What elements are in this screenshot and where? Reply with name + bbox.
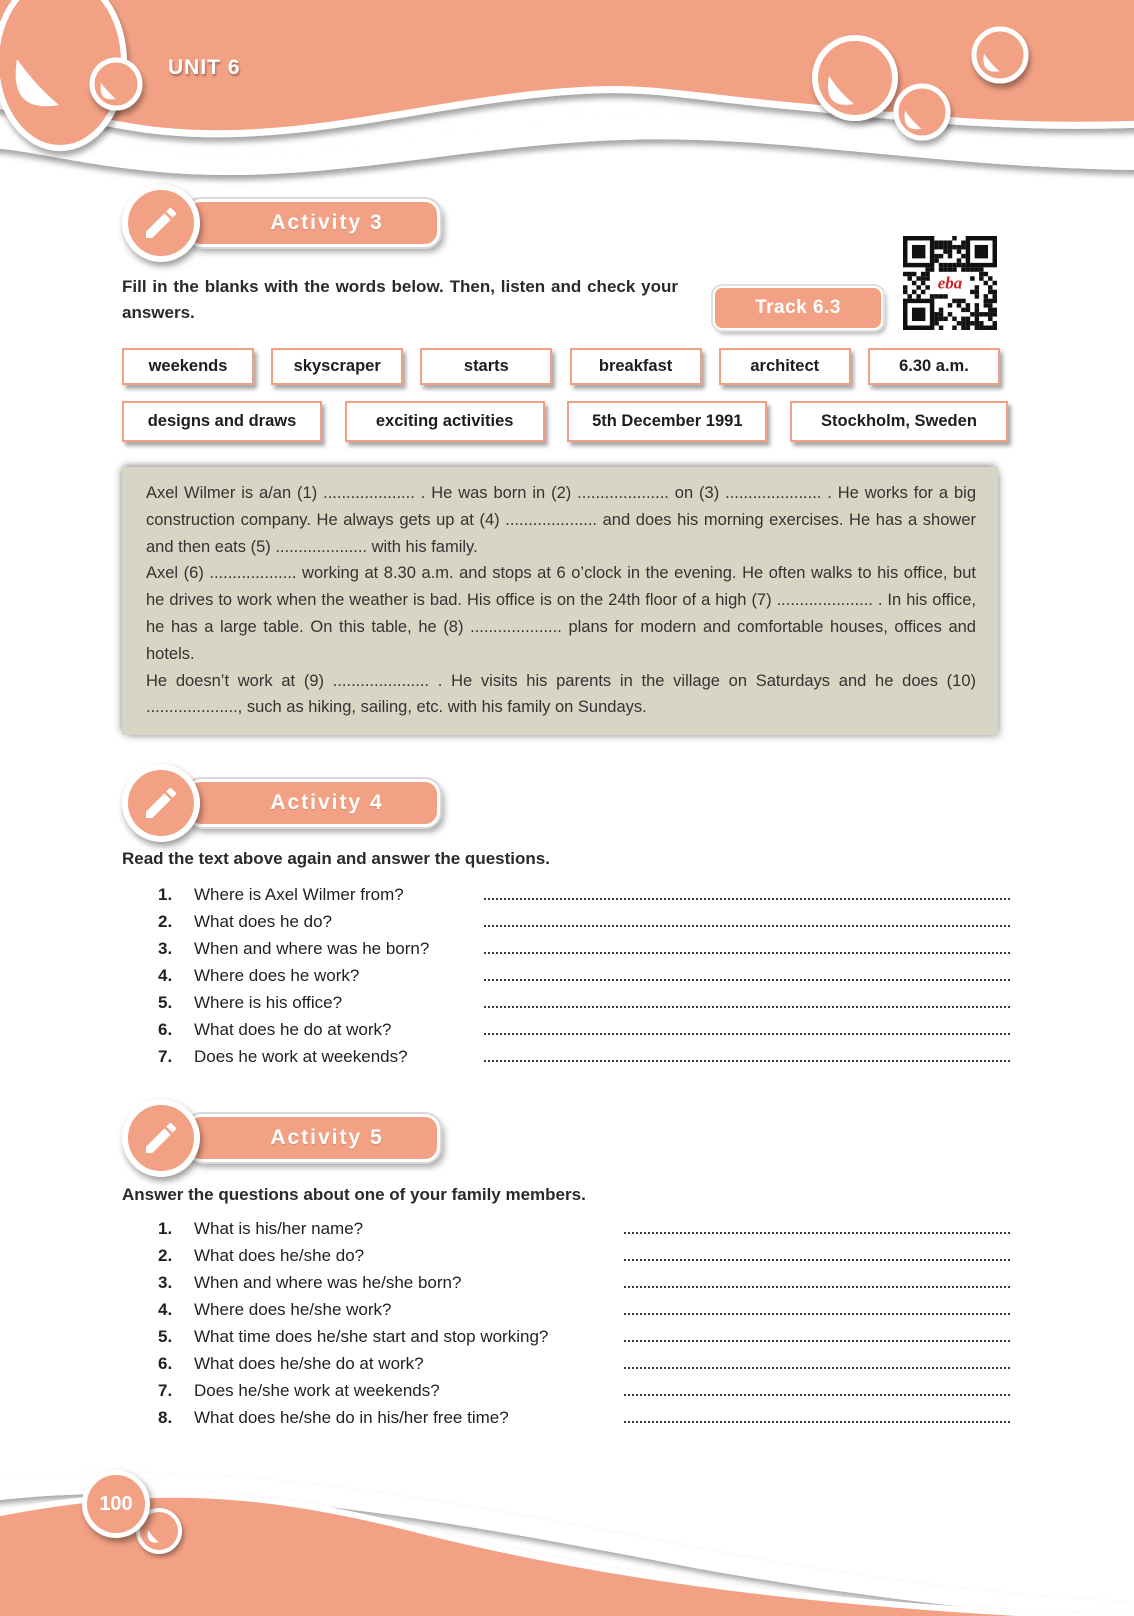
question-text: When and where was he born? [194,939,430,958]
question-number: 2. [158,912,173,931]
activity4-badge-label: Activity 4 [270,791,384,814]
question-row [140,1040,1010,1067]
question-text: Where is Axel Wilmer from? [194,885,404,904]
question-number: 7. [158,1381,173,1400]
word-bank-row-1 [122,348,1000,385]
word-bank-item: starts [420,348,552,385]
activity4-instruction: Read the text above again and answer the questions. [122,849,550,868]
activity5-badge-pill [186,1114,440,1162]
question-text: What does he do at work? [194,1020,392,1039]
answer-blank-line[interactable] [484,1060,1010,1062]
pencil-icon [122,184,200,262]
page-number: 100 [99,1492,133,1515]
word-bank-item: skyscraper [271,348,403,385]
activity3-badge [122,184,442,266]
track-button-label: Track 6.3 [755,297,841,318]
activity3-badge-pill [186,199,440,247]
question-row [140,1239,1010,1266]
activity5-badge-label: Activity 5 [270,1126,384,1149]
track-button[interactable] [713,286,883,330]
question-text: Where does he work? [194,966,360,985]
question-row [140,905,1010,932]
answer-blank-line[interactable] [484,898,1010,900]
activity4-badge-pill [186,779,440,827]
question-text: What does he/she do? [194,1246,365,1265]
answer-blank-line[interactable] [624,1259,1010,1261]
question-number: 8. [158,1408,173,1427]
page-number-badge [82,1470,150,1538]
word-bank-item: breakfast [570,348,702,385]
passage-paragraph: He doesn’t work at (9) ..................... . He visits his parents in the village on Saturdays and he does (10) ...................., such as hiking, sailing, etc. with his family on Sundays. [146,671,976,717]
question-number: 6. [158,1020,173,1039]
word-bank-item: architect [719,348,851,385]
activity4-badge [122,764,442,846]
question-number: 7. [158,1047,173,1066]
word-bank-item: 6.30 a.m. [868,348,1000,385]
answer-blank-line[interactable] [624,1340,1010,1342]
answer-blank-line[interactable] [624,1286,1010,1288]
reading-passage [122,467,998,735]
question-number: 4. [158,966,173,985]
question-text: Does he work at weekends? [194,1047,408,1066]
word-bank-item: exciting activities [345,401,545,442]
activity5-question-list [140,1212,1010,1428]
question-row [140,959,1010,986]
qr-eba-logo: eba [935,275,966,292]
question-row [140,1374,1010,1401]
word-bank-row-2 [122,401,1008,442]
answer-blank-line[interactable] [484,925,1010,927]
question-row [140,1013,1010,1040]
question-row [140,1266,1010,1293]
question-row [140,1347,1010,1374]
word-bank-item: 5th December 1991 [567,401,767,442]
question-number: 3. [158,1273,173,1292]
question-number: 3. [158,939,173,958]
answer-blank-line[interactable] [624,1394,1010,1396]
answer-blank-line[interactable] [624,1367,1010,1369]
question-text: What is his/her name? [194,1219,364,1238]
passage-paragraph: Axel (6) ................... working at 8.30 a.m. and stops at 6 o’clock in the evening. He often walks to his office, but he drives to work when the weather is bad. His office is on the 24th floor of a high (7) ..................... . In his office, he has a large table. On this table, he (8) .................... plans for modern and comfortable houses, offices and hotels. [146,564,976,663]
word-bank-item: Stockholm, Sweden [790,401,1008,442]
activity3-badge-label: Activity 3 [270,211,384,234]
question-text: What does he/she do in his/her free time? [194,1408,509,1427]
answer-blank-line[interactable] [484,952,1010,954]
word-bank-item: weekends [122,348,254,385]
answer-blank-line[interactable] [624,1313,1010,1315]
header-wave-decoration [0,0,1134,200]
word-bank-item: designs and draws [122,401,322,442]
activity5-badge [122,1099,442,1181]
question-row [140,878,1010,905]
qr-code[interactable] [903,236,997,330]
question-number: 4. [158,1300,173,1319]
question-number: 5. [158,1327,173,1346]
question-number: 1. [158,1219,173,1238]
pencil-icon [122,1099,200,1177]
question-row [140,1320,1010,1347]
question-row [140,932,1010,959]
question-text: What does he do? [194,912,332,931]
activity3-instruction: Fill in the blanks with the words below. Then, listen and check your answers. [122,277,678,322]
question-number: 2. [158,1246,173,1265]
question-text: Where does he/she work? [194,1300,392,1319]
answer-blank-line[interactable] [484,1006,1010,1008]
question-number: 5. [158,993,173,1012]
question-row [140,1293,1010,1320]
activity5-instruction: Answer the questions about one of your family members. [122,1185,586,1204]
answer-blank-line[interactable] [484,979,1010,981]
passage-paragraph: Axel Wilmer is a/an (1) .................... . He was born in (2) .................... on (3) ..................... . He works for a big construction company. He always gets up at (4) .................... and does his morning exercises. He has a shower and then eats (5) .................... with his family. [146,484,976,556]
question-number: 1. [158,885,173,904]
question-text: What does he/she do at work? [194,1354,424,1373]
question-text: Does he/she work at weekends? [194,1381,440,1400]
question-text: What time does he/she start and stop working? [194,1327,549,1346]
activity4-question-list [140,878,1010,1067]
answer-blank-line[interactable] [624,1232,1010,1234]
question-row [140,1212,1010,1239]
question-text: Where is his office? [194,993,343,1012]
question-text: When and where was he/she born? [194,1273,462,1292]
unit-title: UNIT 6 [168,56,241,79]
answer-blank-line[interactable] [484,1033,1010,1035]
question-row [140,986,1010,1013]
pencil-icon [122,764,200,842]
question-number: 6. [158,1354,173,1373]
